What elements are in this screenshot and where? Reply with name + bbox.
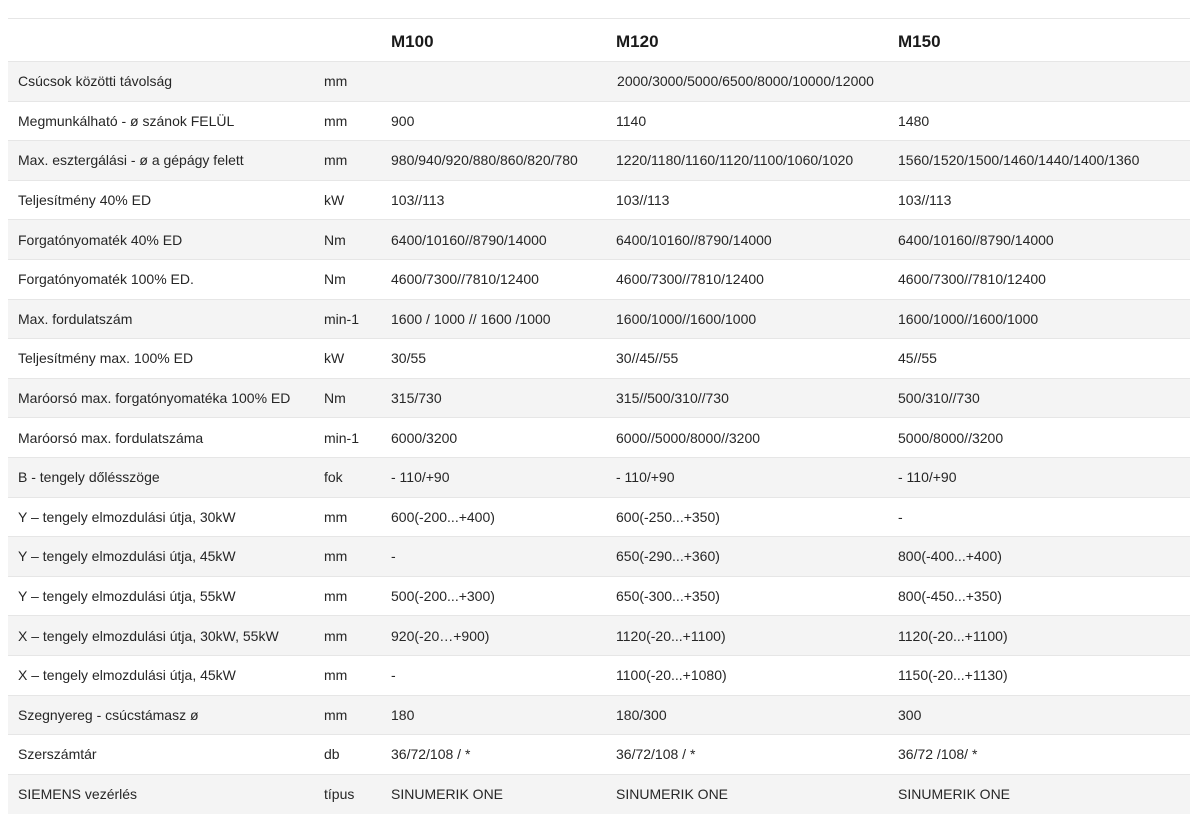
row-value-m100: 6400/10160//8790/14000 [391, 231, 547, 248]
header-unit-cell [324, 19, 391, 62]
row-label: Megmunkálható - ø szánok FELÜL [18, 112, 235, 129]
row-label: X – tengely elmozdulási útja, 45kW [18, 667, 236, 684]
table-row [8, 497, 1190, 537]
row-unit: mm [324, 112, 348, 129]
row-value-m100: 920(-20…+900) [391, 627, 490, 644]
row-unit: mm [324, 667, 348, 684]
row-label: Maróorsó max. forgatónyomatéka 100% ED [18, 390, 291, 407]
row-value-span: 2000/3000/5000/6500/8000/10000/12000 [617, 73, 874, 90]
row-label: Teljesítmény 40% ED [18, 192, 152, 209]
table-row [8, 774, 1190, 814]
row-value-m120: 180/300 [616, 706, 667, 723]
row-value-m120: 6000//5000/8000//3200 [616, 429, 761, 446]
row-value-m120: 1100(-20...+1080) [616, 667, 727, 684]
row-value-m150: 6400/10160//8790/14000 [898, 231, 1054, 248]
table-row [8, 62, 1190, 102]
row-value-m100: 315/730 [391, 390, 442, 407]
row-value-m150: 800(-450...+350) [898, 588, 1002, 605]
header-model-m100: M100 [391, 32, 434, 51]
row-label: Max. esztergálási - ø a gépágy felett [18, 152, 244, 169]
row-value-m120: 1140 [616, 112, 647, 129]
row-value-m100: - [391, 548, 396, 565]
row-value-m100: 980/940/920/880/860/820/780 [391, 152, 578, 169]
row-label: Y – tengely elmozdulási útja, 45kW [18, 548, 236, 565]
row-value-m120: 6400/10160//8790/14000 [616, 231, 772, 248]
row-unit: db [324, 746, 340, 763]
table-row [8, 378, 1190, 418]
row-unit: kW [324, 192, 345, 209]
row-unit: mm [324, 508, 348, 525]
row-label: X – tengely elmozdulási útja, 30kW, 55kW [18, 627, 279, 644]
row-label: Y – tengely elmozdulási útja, 55kW [18, 588, 236, 605]
row-label: B - tengely dőlésszöge [18, 469, 160, 486]
row-label: Max. fordulatszám [18, 310, 133, 327]
row-value-m100: 6000/3200 [391, 429, 458, 446]
row-unit: mm [324, 588, 348, 605]
row-value-m120: 650(-300...+350) [616, 588, 720, 605]
row-label: Forgatónyomaték 100% ED. [18, 271, 194, 288]
table-row [8, 299, 1190, 339]
row-value-m100: 600(-200...+400) [391, 508, 495, 525]
row-value-m100: 900 [391, 112, 415, 129]
table-row [8, 418, 1190, 458]
spec-table [8, 18, 1190, 814]
row-value-m120: 1600/1000//1600/1000 [616, 310, 757, 327]
row-unit: Nm [324, 271, 346, 288]
row-value-m100: 36/72/108 / * [391, 746, 471, 763]
header-label-cell [8, 19, 324, 62]
row-value-m150: 1600/1000//1600/1000 [898, 310, 1039, 327]
row-label: SIEMENS vezérlés [18, 786, 138, 803]
row-value-m120: 30//45//55 [616, 350, 679, 367]
row-value-m150: 36/72 /108/ * [898, 746, 978, 763]
row-value-m150: - 110/+90 [898, 469, 957, 486]
table-row [8, 537, 1190, 577]
row-label: Csúcsok közötti távolság [18, 73, 173, 90]
row-value-m100: 30/55 [391, 350, 427, 367]
row-value-m120: 1120(-20...+1100) [616, 627, 726, 644]
table-row [8, 220, 1190, 260]
row-unit: Nm [324, 231, 346, 248]
row-value-m150: 5000/8000//3200 [898, 429, 1004, 446]
row-value-m150: 1150(-20...+1130) [898, 667, 1008, 684]
table-row [8, 655, 1190, 695]
row-value-m100: 103//113 [391, 192, 445, 209]
row-unit: Nm [324, 390, 346, 407]
row-value-m100: - [391, 667, 396, 684]
table-row [8, 616, 1190, 656]
table-row [8, 339, 1190, 379]
row-value-m150: 45//55 [898, 350, 937, 367]
row-label: Szegnyereg - csúcstámasz ø [18, 706, 199, 723]
table-row [8, 259, 1190, 299]
row-value-m150: - [898, 508, 903, 525]
row-value-m150: 1560/1520/1500/1460/1440/1400/1360 [898, 152, 1140, 169]
row-unit: mm [324, 73, 348, 90]
table-row [8, 695, 1190, 735]
row-label: Y – tengely elmozdulási útja, 30kW [18, 508, 236, 525]
row-value-m100: - 110/+90 [391, 469, 450, 486]
row-unit: mm [324, 152, 348, 169]
header-model-m150: M150 [898, 32, 941, 51]
row-label: Teljesítmény max. 100% ED [18, 350, 194, 367]
row-label: Maróorsó max. fordulatszáma [18, 429, 204, 446]
row-unit: mm [324, 706, 348, 723]
row-label: Szerszámtár [18, 746, 97, 763]
row-value-m100: 1600 / 1000 // 1600 /1000 [391, 310, 551, 327]
table-row [8, 141, 1190, 181]
row-value-m100: 180 [391, 706, 415, 723]
table-row [8, 180, 1190, 220]
row-value-m150: 800(-400...+400) [898, 548, 1002, 565]
row-value-m120: 103//113 [616, 192, 670, 209]
row-value-m100: 4600/7300//7810/12400 [391, 271, 539, 288]
table-row [8, 457, 1190, 497]
row-value-m120: 315//500/310//730 [616, 390, 729, 407]
row-value-m150: 103//113 [898, 192, 952, 209]
row-value-m120: SINUMERIK ONE [616, 786, 729, 803]
row-value-m150: 500/310//730 [898, 390, 980, 407]
row-unit: mm [324, 548, 348, 565]
row-value-m150: 1120(-20...+1100) [898, 627, 1008, 644]
table-row [8, 576, 1190, 616]
row-label: Forgatónyomaték 40% ED [18, 231, 183, 248]
row-value-m120: 600(-250...+350) [616, 508, 720, 525]
row-unit: fok [324, 469, 343, 486]
table-row [8, 735, 1190, 775]
row-value-m150: 1480 [898, 112, 930, 129]
row-value-m120: - 110/+90 [616, 469, 675, 486]
row-value-m150: 4600/7300//7810/12400 [898, 271, 1046, 288]
row-value-m120: 1220/1180/1160/1120/1100/1060/1020 [616, 152, 854, 169]
spec-table-container [8, 18, 1190, 814]
row-value-m120: 650(-290...+360) [616, 548, 720, 565]
row-value-m120: 36/72/108 / * [616, 746, 696, 763]
row-unit: min-1 [324, 429, 360, 446]
row-value-m150: SINUMERIK ONE [898, 786, 1011, 803]
header-row [8, 19, 1190, 62]
row-unit: típus [324, 786, 355, 803]
header-model-m120: M120 [616, 32, 659, 51]
row-value-m100: SINUMERIK ONE [391, 786, 504, 803]
row-value-m150: 300 [898, 706, 922, 723]
row-value-m100: 500(-200...+300) [391, 588, 495, 605]
table-row [8, 101, 1190, 141]
row-unit: min-1 [324, 310, 360, 327]
row-value-m120: 4600/7300//7810/12400 [616, 271, 764, 288]
row-unit: mm [324, 627, 348, 644]
row-unit: kW [324, 350, 345, 367]
